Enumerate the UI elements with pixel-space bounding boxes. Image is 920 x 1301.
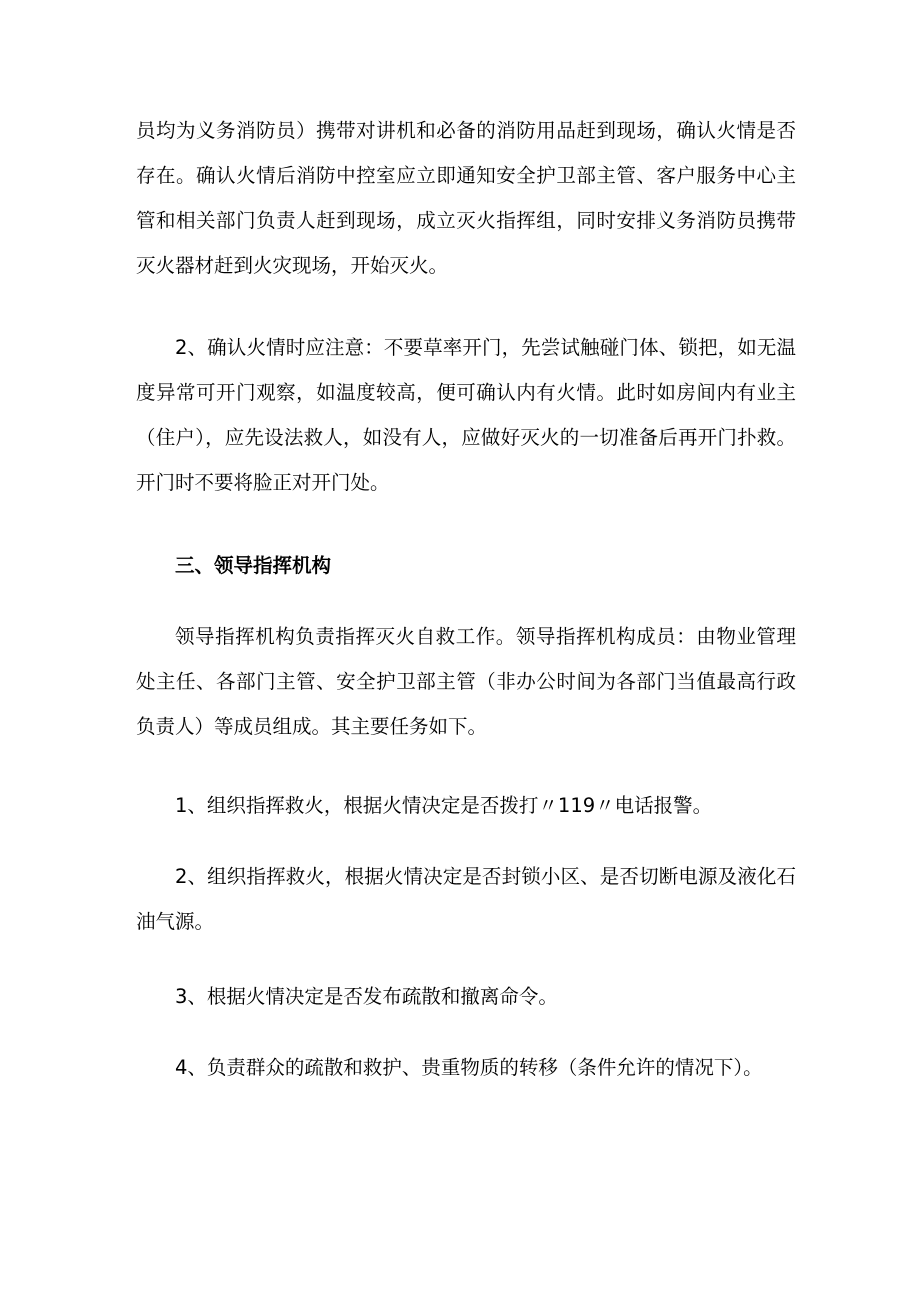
paragraph-leadership-description: 领导指挥机构负责指挥灭火自救工作。领导指挥机构成员：由物业管理处主任、各部门主管、安全护卫部主管（非办公时间为各部门当值最高行政负责人）等成员组成。其主要任务如下。 xyxy=(136,625,796,738)
paragraph-confirmation-notes: 2、确认火情时应注意：不要草率开门，先尝试触碰门体、锁把，如无温度异常可开门观察，如温度较高，便可确认内有火情。此时如房间内有业主（住户），应先设法救人，如没有人，应做好灭火的一切准备后再开门扑救。开门时不要将脸正对开门处。 xyxy=(136,336,796,494)
list-item-task-4: 4、负责群众的疏散和救护、贵重物质的转移（条件允许的情况下）。 xyxy=(175,1056,763,1079)
paragraph-fire-confirmation: 员均为义务消防员）携带对讲机和必备的消防用品赶到现场，确认火情是否存在。确认火情后消防中控室应立即通知安全护卫部主管、客户服务中心主管和相关部门负责人赶到现场，成立灭火指挥组，同时安排义务消防员携带灭火器材赶到火灾现场，开始灭火。 xyxy=(136,119,796,277)
list-item-task-2: 2、组织指挥救火，根据火情决定是否封锁小区、是否切断电源及液化石油气源。 xyxy=(136,865,796,933)
section-heading-leadership: 三、领导指挥机构 xyxy=(175,554,332,577)
list-item-task-1: 1、组织指挥救火，根据火情决定是否拨打〃119〃电话报警。 xyxy=(175,794,713,817)
list-item-task-3: 3、根据火情决定是否发布疏散和撤离命令。 xyxy=(175,985,558,1008)
